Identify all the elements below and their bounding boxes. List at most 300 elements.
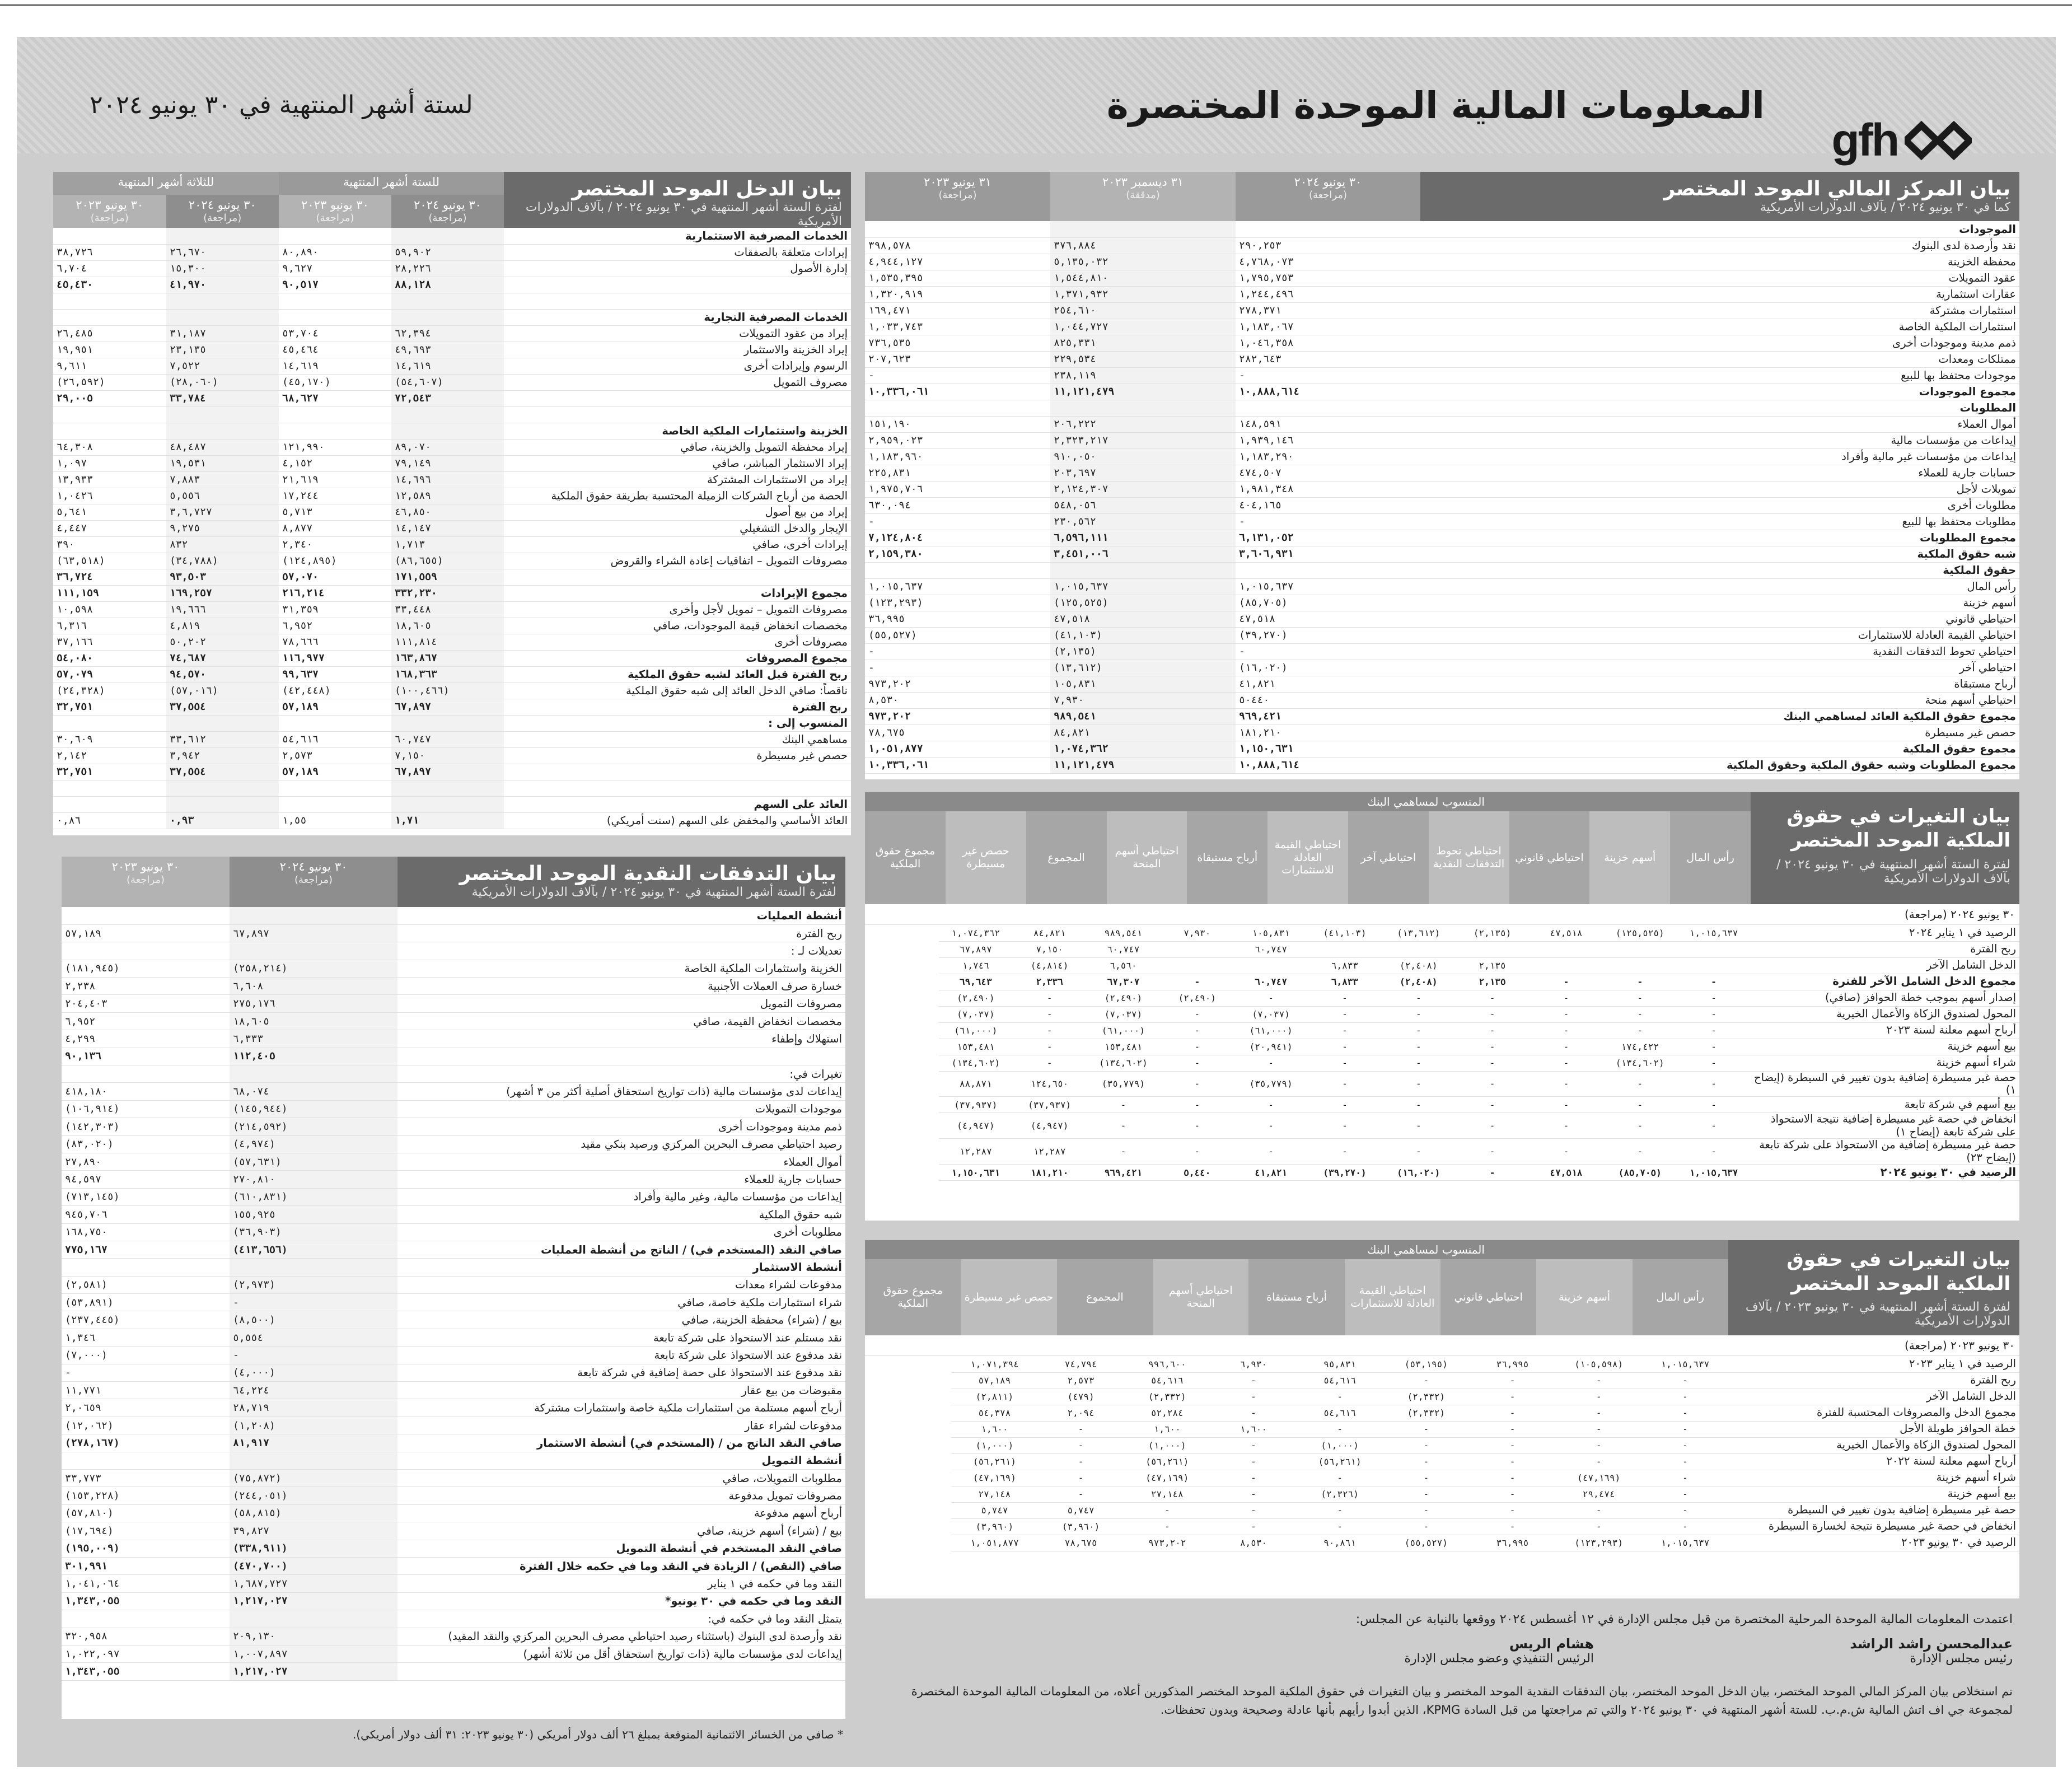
row-label: صافي النقد المستخدم في أنشطة التمويل bbox=[397, 1540, 845, 1557]
cell-value: - bbox=[1456, 1071, 1530, 1097]
table-row bbox=[865, 384, 2019, 400]
cell-value: ٣٦,٩٩٥ bbox=[1469, 1356, 1555, 1372]
cell-value: ٤,٢٩٩ bbox=[62, 1030, 230, 1048]
cell-value: ١,٠١٥,٦٣٧ bbox=[1642, 1356, 1728, 1372]
row-label bbox=[397, 1663, 845, 1680]
cell-value: (٤١٣,٦٥٦) bbox=[230, 1241, 397, 1258]
cell-value: ٨٨,٨٧١ bbox=[939, 1071, 1013, 1097]
cell-value: ١٦٨,٧٥٠ bbox=[62, 1223, 230, 1241]
equity-col-header: أرباح مستبقاة bbox=[1187, 811, 1267, 904]
cell-value: ٢٧٥,١٧٦ bbox=[230, 995, 397, 1012]
cell-value: - bbox=[1642, 1502, 1728, 1518]
cell-value: ١١١,٨١٤ bbox=[391, 634, 504, 650]
cell-value: - bbox=[1530, 1139, 1603, 1165]
cell-value bbox=[53, 406, 166, 423]
cell-value: - bbox=[1210, 1502, 1297, 1518]
row-label: مجموع الدخل والمصروفات المحتسبة للفترة bbox=[1728, 1405, 2019, 1421]
cell-value: ٢٠٣,٦٩٧ bbox=[1050, 465, 1236, 481]
cell-value: - bbox=[1556, 1405, 1642, 1421]
row-label: إيداعات من مؤسسات غير مالية وأفراد bbox=[1420, 448, 2019, 465]
table-row bbox=[62, 1135, 845, 1153]
table-row bbox=[62, 1188, 845, 1205]
cell-value: ٣٦,٩٩٥ bbox=[1469, 1535, 1555, 1551]
cell-value: ٢,٥٧٣ bbox=[1038, 1372, 1124, 1389]
cell-value: (٤,٩٤٧) bbox=[939, 1113, 1013, 1139]
cell-value: ٤٧,٥١٨ bbox=[1236, 611, 1420, 627]
row-label bbox=[504, 277, 851, 293]
cell-value: ٢,٠٩٤ bbox=[1038, 1405, 1124, 1421]
cell-value: ٤٥,٤٦٤ bbox=[279, 342, 391, 358]
cell-value: - bbox=[1383, 1518, 1469, 1535]
row-label: أرباح أسهم معلنة لسنة ٢٠٢٢ bbox=[1728, 1453, 2019, 1470]
table-row bbox=[865, 957, 2019, 974]
table-row bbox=[865, 1006, 2019, 1022]
table-row bbox=[62, 1504, 845, 1522]
cell-value: - bbox=[1383, 1470, 1469, 1486]
cell-value: ٦٧,٨٩٧ bbox=[391, 699, 504, 715]
cell-value: - bbox=[1236, 513, 1420, 530]
cell-value: ٩٠,٨٦١ bbox=[1297, 1535, 1383, 1551]
cell-value: ١,٠٠٧,٨٩٧ bbox=[230, 1645, 397, 1662]
row-label: الخزينة واستثمارات الملكية الخاصة bbox=[504, 423, 851, 439]
cell-value: (٥٦,٢٦١) bbox=[951, 1453, 1037, 1470]
cell-value: ١٠٥,٨٣١ bbox=[1050, 676, 1236, 692]
row-label: إدارة الأصول bbox=[504, 260, 851, 277]
table-row bbox=[62, 1223, 845, 1241]
cell-value: ٢٦,٤٨٥ bbox=[53, 325, 166, 342]
row-label: أنشطة التمويل bbox=[397, 1452, 845, 1469]
row-label: حقوق الملكية bbox=[1420, 562, 2019, 578]
approval-block bbox=[865, 1607, 2019, 1758]
row-label: موجودات محتفظ بها للبيع bbox=[1420, 367, 2019, 384]
table-row bbox=[53, 342, 851, 358]
table-row bbox=[865, 481, 2019, 497]
cell-value bbox=[391, 309, 504, 325]
equity-2023-panel bbox=[865, 1240, 2019, 1598]
row-label: ناقصاً: صافي الدخل العائد إلى شبه حقوق الملكية bbox=[504, 683, 851, 699]
row-label bbox=[504, 293, 851, 309]
equity-col-header: حصص غير مسيطرة bbox=[946, 811, 1026, 904]
equity-col-header: أسهم خزينة bbox=[1589, 811, 1670, 904]
cell-value bbox=[62, 907, 230, 924]
cell-value: ٦,٩٥٢ bbox=[279, 618, 391, 634]
row-label: إيراد من بيع أصول bbox=[504, 504, 851, 520]
table-row bbox=[865, 530, 2019, 546]
cell-value bbox=[53, 780, 166, 796]
equity-2023-head-cols bbox=[865, 1240, 1728, 1335]
table-row bbox=[53, 488, 851, 504]
cell-value: (٢٤,٣٢٨) bbox=[53, 683, 166, 699]
table-row bbox=[62, 1434, 845, 1452]
row-label: إيداعات من مؤسسات مالية bbox=[1420, 432, 2019, 448]
cell-value: (١٩٥,٠٠٩) bbox=[62, 1540, 230, 1557]
cell-value bbox=[279, 228, 391, 244]
cell-value: ٥,٤٤٠ bbox=[1160, 1165, 1234, 1181]
cell-value: ١,١٨٣,٩٦٠ bbox=[865, 448, 1050, 465]
cell-value: ١٦٩,٤٧١ bbox=[865, 302, 1050, 319]
table-row bbox=[865, 1518, 2019, 1535]
cell-value: ٥٤٨,٠٥٦ bbox=[1050, 497, 1236, 513]
cell-value: (٢٤٤,٠٥١) bbox=[230, 1487, 397, 1504]
cell-value bbox=[1050, 221, 1236, 237]
cell-value: - bbox=[1297, 1502, 1383, 1518]
page-title: المعلومات المالية الموحدة المختصرة bbox=[1106, 84, 1765, 127]
cell-value: (٤٢,٤٤٨) bbox=[279, 683, 391, 699]
cell-value bbox=[279, 406, 391, 423]
equity-col-header: أرباح مستبقاة bbox=[1248, 1259, 1344, 1335]
table-row bbox=[62, 1540, 845, 1557]
cell-value: ٦,٩٥٢ bbox=[62, 1012, 230, 1030]
cell-value bbox=[1530, 957, 1603, 974]
cell-value: (٤,٩٧٤) bbox=[230, 1135, 397, 1153]
cell-value bbox=[865, 400, 1050, 416]
cell-value: (٢٦,٥٩٢) bbox=[53, 374, 166, 390]
cell-value: - bbox=[1383, 1437, 1469, 1453]
cell-value: ٣٢,٧٥١ bbox=[53, 699, 166, 715]
cell-value: ٣٢٠,٩٥٨ bbox=[62, 1628, 230, 1645]
cell-value: - bbox=[1308, 1039, 1382, 1055]
table-row bbox=[865, 1022, 2019, 1039]
cell-value: ٤٧,٥١٨ bbox=[1050, 611, 1236, 627]
cell-value: ٣٦,٧٢٤ bbox=[53, 569, 166, 585]
cell-value: ٦٠,٧٤٧ bbox=[1234, 974, 1308, 990]
cell-value: ١,٠٧٤,٣٦٢ bbox=[1050, 741, 1236, 757]
cell-value: - bbox=[1160, 1022, 1234, 1039]
cell-value: - bbox=[1469, 1405, 1555, 1421]
cell-value: ١,٧٤٦ bbox=[939, 957, 1013, 974]
cell-value: (٦١,٠٠٠) bbox=[1234, 1022, 1308, 1039]
cell-value: - bbox=[1308, 1055, 1382, 1071]
cell-value: - bbox=[1530, 1022, 1603, 1039]
table-row bbox=[62, 1347, 845, 1364]
col-date: ٣٠ يونيو ٢٠٢٣ bbox=[301, 198, 369, 212]
equity-2024-subtitle: لفترة الستة أشهر المنتهية في ٣٠ يونيو ٢٠٢٤ / بآلاف الدولارات الأمريكية bbox=[1776, 858, 2010, 886]
cell-value bbox=[865, 562, 1050, 578]
cell-value: ٥٩,٩٠٢ bbox=[391, 244, 504, 260]
cell-value: ٢,١٥٩,٣٨٠ bbox=[865, 546, 1050, 562]
cell-value: - bbox=[1038, 1453, 1124, 1470]
cell-value bbox=[230, 907, 397, 924]
cell-value: ٧٧٥,١٦٧ bbox=[62, 1241, 230, 1258]
cell-value: - bbox=[1383, 1372, 1469, 1389]
cell-value: ٧,١٥٠ bbox=[1013, 941, 1087, 957]
row-label: الرصيد في ١ يناير ٢٠٢٣ bbox=[1728, 1356, 2019, 1372]
cell-value: ١٢,٢٨٧ bbox=[1013, 1139, 1087, 1165]
table-row bbox=[53, 309, 851, 325]
table-row bbox=[53, 764, 851, 780]
table-row bbox=[53, 601, 851, 618]
row-label: إيرادات متعلقة بالصفقات bbox=[504, 244, 851, 260]
cell-value bbox=[166, 715, 279, 731]
cell-value: ١٠٥,٨٣١ bbox=[1234, 925, 1308, 941]
table-row bbox=[865, 221, 2019, 237]
table-row bbox=[53, 439, 851, 455]
row-label: الحصة من أرباح الشركات الزميلة المحتسبة بطريقة حقوق الملكية bbox=[504, 488, 851, 504]
table-row bbox=[865, 497, 2019, 513]
cell-value: ٩٧٣,٢٠٢ bbox=[1124, 1535, 1210, 1551]
row-label: مصروفات تمويل مدفوعة bbox=[397, 1487, 845, 1504]
cell-value: (٥٣,١٩٥) bbox=[1383, 1356, 1469, 1372]
cell-value: ١,٢١٧,٠٢٧ bbox=[230, 1592, 397, 1610]
cell-value: ٨٤,٨٢١ bbox=[1013, 925, 1087, 941]
logo-diamonds-icon bbox=[1905, 121, 1972, 160]
row-label: نقد وأرصدة لدى البنوك (باستثناء رصيد احتياطي مصرف البحرين المركزي والنقد المقيد) bbox=[397, 1628, 845, 1645]
table-row bbox=[62, 1610, 845, 1628]
row-label: مجموع المصروفات bbox=[504, 650, 851, 666]
table-row bbox=[865, 1113, 2019, 1139]
cell-value: ٣,٤٥١,٠٠٦ bbox=[1050, 546, 1236, 562]
cell-value: ٩٦٩,٤٢١ bbox=[1087, 1165, 1161, 1181]
cell-value: ١١٦,٩٧٧ bbox=[279, 650, 391, 666]
row-label: بيع أسهم خزينة bbox=[1751, 1039, 2019, 1055]
row-label: مجموع الدخل الشامل الآخر للفترة bbox=[1751, 974, 2019, 990]
cell-value: ٢,١٣٥ bbox=[1456, 957, 1530, 974]
cell-value: ١,٦٨٧,٧٢٧ bbox=[230, 1575, 397, 1592]
cell-value: (٧,٠٣٧) bbox=[1234, 1006, 1308, 1022]
table-row bbox=[62, 1592, 845, 1610]
cell-value bbox=[166, 406, 279, 423]
cell-value: ١٢,٥٨٩ bbox=[391, 488, 504, 504]
row-label: أنشطة الاستثمار bbox=[397, 1259, 845, 1276]
cell-value: ٢١,٦١٩ bbox=[279, 471, 391, 488]
cell-value: ٢٠٦,٢٢٢ bbox=[1050, 416, 1236, 432]
cell-value: - bbox=[1530, 974, 1603, 990]
cell-value: ١,٠٤١,٠٦٤ bbox=[62, 1575, 230, 1592]
row-label: محفظة الخزينة bbox=[1420, 254, 2019, 270]
cell-value bbox=[279, 293, 391, 309]
table-row bbox=[865, 643, 2019, 660]
cell-value: ٩٩,٦٣٧ bbox=[279, 666, 391, 683]
cell-value: ٤٩,٦٩٣ bbox=[391, 342, 504, 358]
row-label: احتياطي قانوني bbox=[1420, 611, 2019, 627]
cell-value: ٥٤,٦١٦ bbox=[1297, 1372, 1383, 1389]
col-date: ٣٠ يونيو ٢٠٢٤ bbox=[1294, 175, 1362, 189]
table-row bbox=[62, 1153, 845, 1170]
cell-value: ٥,٥٥٦ bbox=[166, 488, 279, 504]
cell-value: - bbox=[1469, 1372, 1555, 1389]
cell-value: (٢٣٧,٤٤٥) bbox=[62, 1311, 230, 1329]
row-label: احتياطي آخر bbox=[1420, 660, 2019, 676]
cell-value: (٥٥,٥٢٧) bbox=[865, 627, 1050, 643]
cell-value: - bbox=[1469, 1453, 1555, 1470]
cell-value: ٨٨,١٢٨ bbox=[391, 277, 504, 293]
cell-value: - bbox=[1469, 1421, 1555, 1437]
cell-value: - bbox=[1383, 1486, 1469, 1502]
cell-value: - bbox=[1556, 1421, 1642, 1437]
cell-value: ١,٩٧٥,٧٠٦ bbox=[865, 481, 1050, 497]
row-label: الخدمات المصرفية التجارية bbox=[504, 309, 851, 325]
cell-value bbox=[391, 228, 504, 244]
cell-value: ٤١,٩٧٠ bbox=[166, 277, 279, 293]
cell-value: ٢,٣٢٣,٢١٧ bbox=[1050, 432, 1236, 448]
table-row bbox=[62, 924, 845, 942]
cell-value: (٤١,١٠٣) bbox=[1050, 627, 1236, 643]
cell-value: ١,٧١ bbox=[391, 812, 504, 829]
income-subtitle: لفترة الستة أشهر المنتهية في ٣٠ يونيو ٢٠٢٤ / بآلاف الدولارات الأمريكية bbox=[525, 200, 842, 228]
cell-value: (٢,٤٩٠) bbox=[939, 990, 1013, 1006]
cell-value bbox=[279, 780, 391, 796]
cell-value: ١,٣٤٣,٠٥٥ bbox=[62, 1663, 230, 1680]
table-row bbox=[865, 1071, 2019, 1097]
table-row bbox=[53, 277, 851, 293]
cell-value: - bbox=[1308, 1097, 1382, 1113]
cell-value: - bbox=[1210, 1453, 1297, 1470]
row-label: خسارة صرف العملات الأجنبية bbox=[397, 978, 845, 995]
cell-value bbox=[166, 309, 279, 325]
cell-value: ٢٧٠,٨١٠ bbox=[230, 1171, 397, 1188]
table-row bbox=[62, 960, 845, 977]
row-label bbox=[504, 764, 851, 780]
cell-value: - bbox=[1308, 1071, 1382, 1097]
table-row bbox=[53, 796, 851, 812]
cell-value: ١٠,٨٨٨,٦١٤ bbox=[1236, 757, 1420, 773]
table-row bbox=[865, 367, 2019, 384]
cell-value bbox=[62, 1259, 230, 1276]
cell-value: ٦٨,٠٧٤ bbox=[230, 1083, 397, 1100]
cashflow-title-block bbox=[397, 857, 845, 907]
table-row bbox=[62, 1083, 845, 1100]
row-label: احتياطي تحوط التدفقات النقدية bbox=[1420, 643, 2019, 660]
signer-role: رئيس مجلس الإدارة bbox=[1910, 1652, 2013, 1666]
table-row bbox=[62, 1452, 845, 1469]
signature-chairman bbox=[1850, 1636, 2013, 1666]
row-label: ربح الفترة bbox=[504, 699, 851, 715]
cell-value: ٢٠٤,٤٠٣ bbox=[62, 995, 230, 1012]
cell-value: ٠,٨٦ bbox=[53, 812, 166, 829]
cell-value: - bbox=[1530, 1113, 1603, 1139]
cell-value: ٩٤,٥٧٠ bbox=[166, 666, 279, 683]
cell-value: - bbox=[1236, 643, 1420, 660]
cell-value: ٢٢٩,٥٣٤ bbox=[1050, 351, 1236, 367]
cashflow-footnote: * صافي من الخسائر الائتمانية المتوقعة بمبلغ ٢٦ ألف دولار أمريكي (٣٠ يونيو ٢٠٢٣: ٣١ ألف دولار أمريكي). bbox=[62, 1724, 845, 1745]
cell-value: - bbox=[1160, 974, 1234, 990]
row-label: صافي النقد (المستخدم في) / الناتج من أنشطة العمليات bbox=[397, 1241, 845, 1258]
cell-value: ٣٧,٥٥٤ bbox=[166, 764, 279, 780]
cell-value: ١٠,٣٣٦,٠٦١ bbox=[865, 384, 1050, 400]
cell-value: ٣,٦,٧٢٧ bbox=[166, 504, 279, 520]
cell-value: (٧,٠٣٧) bbox=[1087, 1006, 1161, 1022]
cell-value: ٤٧,٥١٨ bbox=[1530, 1165, 1603, 1181]
cell-value bbox=[1050, 562, 1236, 578]
cell-value: ٦٧,٨٩٧ bbox=[939, 941, 1013, 957]
cell-value: - bbox=[865, 660, 1050, 676]
row-label: نقد وأرصدة لدى البنوك bbox=[1420, 237, 2019, 254]
cell-value: - bbox=[1234, 1055, 1308, 1071]
cell-value: ٤,٨١٩ bbox=[166, 618, 279, 634]
balance-title-block bbox=[1420, 172, 2019, 221]
cell-value: (١٢,٠٦٢) bbox=[62, 1417, 230, 1434]
equity-2023-subtitle: لفترة الستة أشهر المنتهية في ٣٠ يونيو ٢٠٢٣ / بآلاف الدولارات الأمريكية bbox=[1745, 1300, 2010, 1328]
cell-value: - bbox=[1677, 1039, 1751, 1055]
cell-value bbox=[230, 942, 397, 960]
table-row bbox=[865, 270, 2019, 286]
cell-value: ٥٣,٧٠٤ bbox=[279, 325, 391, 342]
cell-value bbox=[166, 293, 279, 309]
row-label: مخصصات انخفاض قيمة الموجودات، صافي bbox=[504, 618, 851, 634]
equity-col-header: احتياطي تحوط التدفقات النقدية bbox=[1429, 811, 1509, 904]
cell-value: ٢٧٨,٣٧١ bbox=[1236, 302, 1420, 319]
cell-value: (٣٦,٩٠٣) bbox=[230, 1223, 397, 1241]
cell-value: (٨,٥٠٠) bbox=[230, 1311, 397, 1329]
row-label: أموال العملاء bbox=[1420, 416, 2019, 432]
cell-value: - bbox=[1383, 1421, 1469, 1437]
cell-value: (٤٧,١٦٩) bbox=[1124, 1470, 1210, 1486]
cell-value: - bbox=[1603, 1022, 1677, 1039]
cell-value: ٢٩,٤٧٤ bbox=[1556, 1486, 1642, 1502]
cell-value: ١٢,٢٨٧ bbox=[939, 1139, 1013, 1165]
equity-col-header: أسهم خزينة bbox=[1536, 1259, 1632, 1335]
cell-value: - bbox=[1210, 1518, 1297, 1535]
cell-value: ٥٧,١٨٩ bbox=[279, 699, 391, 715]
equity-col-header: احتياطي أسهم المنحة bbox=[1107, 811, 1187, 904]
equity-2024-title: بيان التغيرات في حقوق الملكية الموحد المختصر bbox=[1786, 805, 2010, 852]
row-label: استثمارات الملكية الخاصة bbox=[1420, 319, 2019, 335]
cell-value: - bbox=[1236, 367, 1420, 384]
row-label: الرصيد في ١ يناير ٢٠٢٤ bbox=[1751, 925, 2019, 941]
cell-value bbox=[230, 1065, 397, 1083]
cell-value: (٤٧,١٦٩) bbox=[1556, 1470, 1642, 1486]
table-row bbox=[62, 1276, 845, 1293]
cell-value: (٣٧,٩٣٧) bbox=[939, 1097, 1013, 1113]
table-row bbox=[62, 1628, 845, 1645]
table-row bbox=[62, 1663, 845, 1680]
cell-value: (١,٠٠٠) bbox=[1297, 1437, 1383, 1453]
row-label: الدخل الشامل الآخر bbox=[1751, 957, 2019, 974]
cell-value: ١٧٤,٤٢٢ bbox=[1603, 1039, 1677, 1055]
row-label: أرباح مستبقاة bbox=[1420, 676, 2019, 692]
cell-value: ٢٧,٨٩٠ bbox=[62, 1153, 230, 1170]
cell-value: ٩٥,٨٣١ bbox=[1297, 1356, 1383, 1372]
row-label: مساهمي البنك bbox=[504, 731, 851, 747]
cell-value: ٩٦٩,٤٢١ bbox=[1236, 708, 1420, 724]
table-row bbox=[865, 546, 2019, 562]
row-label: العائد الأساسي والمخفض على السهم (سنت أمريكي) bbox=[504, 812, 851, 829]
cell-value: ٦٧,٨٩٧ bbox=[391, 764, 504, 780]
cell-value: (٢١٤,٥٩٢) bbox=[230, 1118, 397, 1135]
table-row bbox=[62, 1048, 845, 1065]
cell-value: ١٥٣,٤٨١ bbox=[939, 1039, 1013, 1055]
top-rule bbox=[0, 4, 2072, 6]
cell-value: ٥٤,٦١٦ bbox=[279, 731, 391, 747]
cell-value: (٢٨,٠٦٠) bbox=[166, 374, 279, 390]
row-label: أنشطة العمليات bbox=[397, 907, 845, 924]
cell-value: ١,٠١٥,٦٣٧ bbox=[1050, 578, 1236, 595]
cell-value: ١,٩٨١,٣٤٨ bbox=[1236, 481, 1420, 497]
cell-value: - bbox=[1013, 1039, 1087, 1055]
cell-value: - bbox=[1530, 1039, 1603, 1055]
cell-value: ٤,٩٤٤,١٢٧ bbox=[865, 254, 1050, 270]
row-label: الخزينة واستثمارات الملكية الخاصة bbox=[397, 960, 845, 977]
cell-value: ١,٠١٥,٦٣٧ bbox=[865, 578, 1050, 595]
cell-value: (٢,٣٢٦) bbox=[1297, 1486, 1383, 1502]
cell-value: ١٥٣,٤٨١ bbox=[1087, 1039, 1161, 1055]
row-label: رصيد احتياطي مصرف البحرين المركزي ورصيد بنكي مقيد bbox=[397, 1135, 845, 1153]
cell-value: (١٠٥,٥٩٨) bbox=[1556, 1356, 1642, 1372]
cell-value bbox=[1308, 941, 1382, 957]
cell-value: ٩٧٣,٢٠٢ bbox=[865, 676, 1050, 692]
cell-value: - bbox=[1210, 1389, 1297, 1405]
row-label: حصص غير مسيطرة bbox=[504, 747, 851, 764]
col-date: ٣٠ يونيو ٢٠٢٣ bbox=[111, 860, 180, 873]
equity-col-header: رأس المال bbox=[1670, 811, 1751, 904]
row-label: إيداعات لدى مؤسسات مالية (ذات تواريخ استحقاق أصلية أكثر من ٣ أشهر) bbox=[397, 1083, 845, 1100]
cell-value: (٥٤,٦٠٧) bbox=[391, 374, 504, 390]
balance-col-2024 bbox=[1236, 172, 1420, 221]
table-row bbox=[53, 406, 851, 423]
table-row bbox=[62, 1417, 845, 1434]
table-row bbox=[865, 1356, 2019, 1372]
cell-value: - bbox=[1556, 1372, 1642, 1389]
